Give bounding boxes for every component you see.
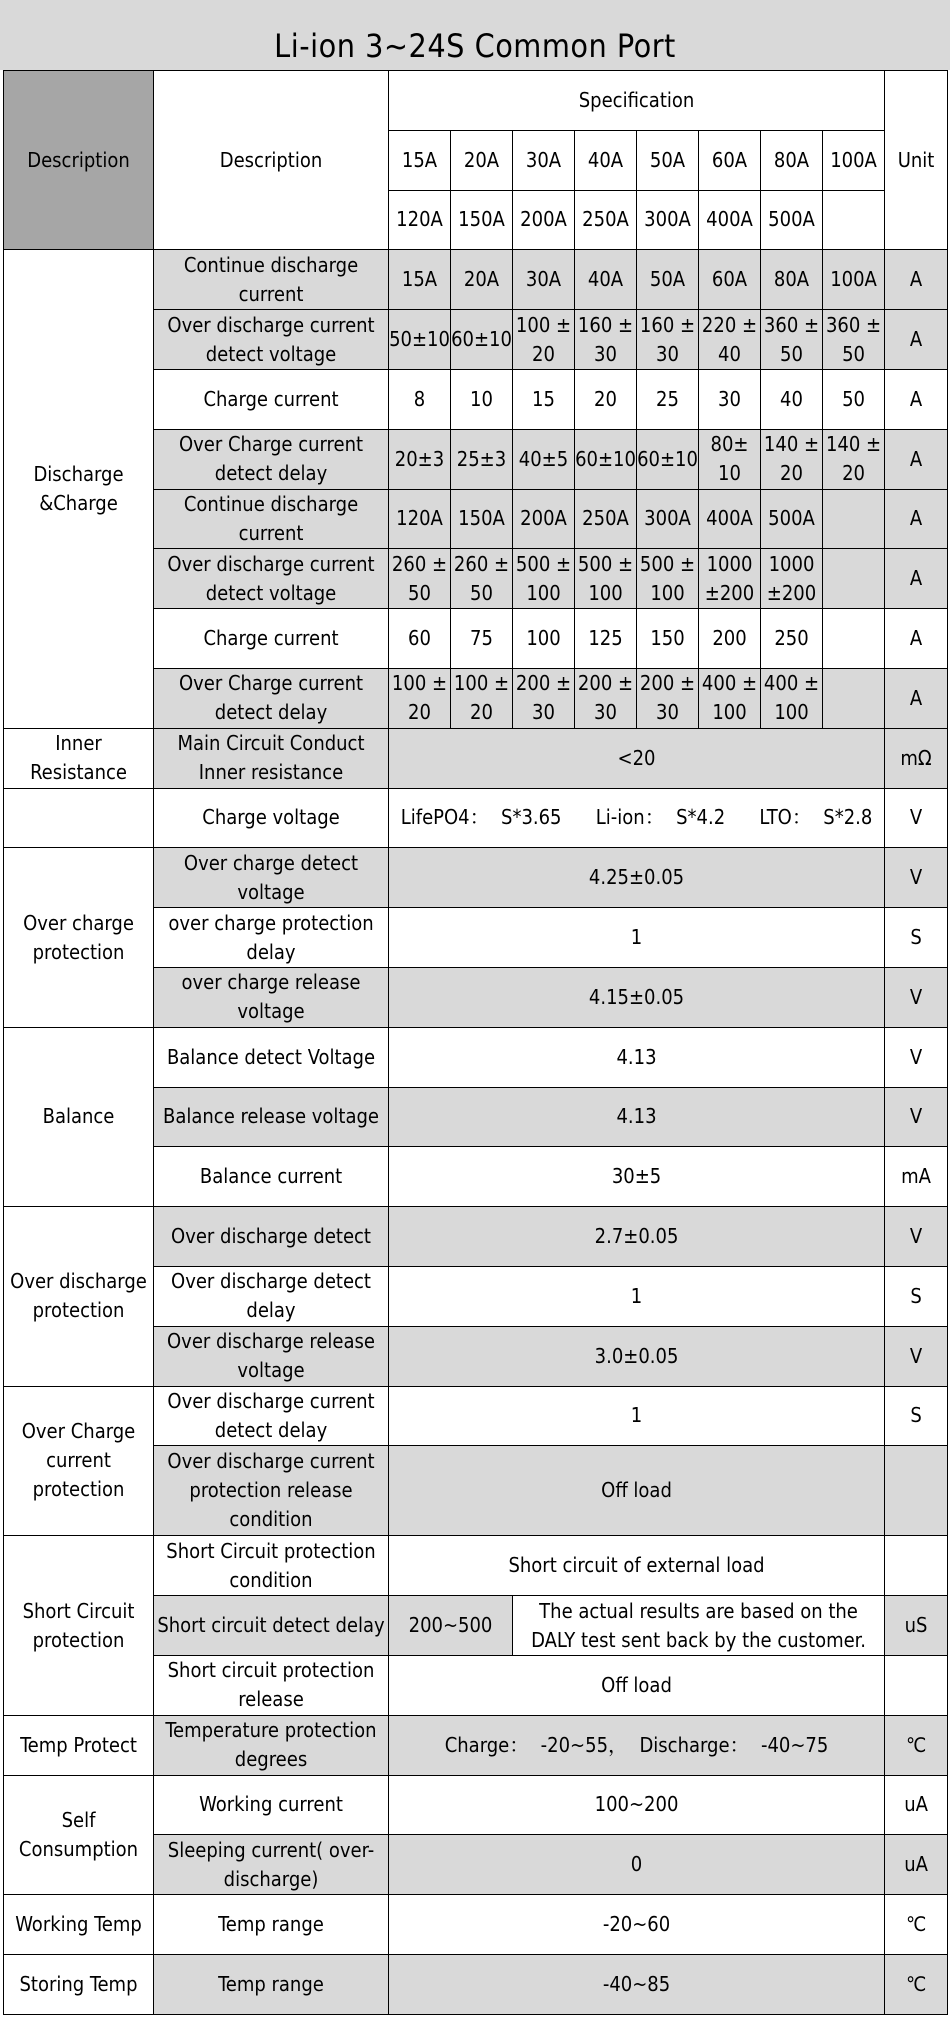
unit-value [885,1446,948,1536]
spec-value: 300A [637,489,699,549]
spec-value [823,609,885,669]
param-label: over charge protection delay [154,908,389,968]
model-label: 40A [575,130,637,190]
spec-value: 20±3 [389,429,451,489]
param-label: Balance current [154,1147,389,1207]
model-label: 200A [513,190,575,250]
unit-value: S [885,1386,948,1446]
unit-value: ℃ [885,1895,948,1955]
unit-value: V [885,1326,948,1386]
header-unit: Unit [885,71,948,250]
spec-value: 500A [761,489,823,549]
spec-value: 4.13 [389,1027,885,1087]
spec-value: 30A [513,250,575,310]
header-description-item: Description [154,71,389,250]
param-label: Short circuit detect delay [154,1596,389,1656]
model-label: 100A [823,130,885,190]
param-label: Over discharge current protection release condition [154,1446,389,1536]
model-label: 250A [575,190,637,250]
unit-value: A [885,369,948,429]
spec-value: 25 [637,369,699,429]
param-label: Charge voltage [154,788,389,848]
unit-value: A [885,429,948,489]
spec-value: 200 [699,609,761,669]
spec-value: 160 ± 30 [575,310,637,370]
unit-value: A [885,668,948,728]
unit-value: V [885,967,948,1027]
unit-value [885,1536,948,1596]
unit-value: ℃ [885,1715,948,1775]
spec-value: 500 ± 100 [637,549,699,609]
spec-value: -20~60 [389,1895,885,1955]
spec-value: 15 [513,369,575,429]
spec-value: 50 [823,369,885,429]
spec-value: 220 ± 40 [699,310,761,370]
spec-value: 200~500 [389,1596,513,1656]
unit-value: S [885,908,948,968]
param-label: Temp range [154,1954,389,2014]
spec-value: Off load [389,1446,885,1536]
unit-value: uA [885,1775,948,1835]
spec-value: 360 ± 50 [761,310,823,370]
spec-value: 40 [761,369,823,429]
group-label-empty [4,788,154,848]
unit-value: uA [885,1835,948,1895]
spec-value: 200 ± 30 [637,668,699,728]
unit-value: A [885,609,948,669]
unit-value: V [885,1207,948,1267]
model-label: 500A [761,190,823,250]
spec-value: 1 [389,908,885,968]
spec-value: 100 ± 20 [451,668,513,728]
spec-value: 160 ± 30 [637,310,699,370]
param-label: Sleeping current( over-discharge) [154,1835,389,1895]
spec-value: 100 ± 20 [513,310,575,370]
spec-value: 120A [389,489,451,549]
spec-value: 80± 10 [699,429,761,489]
spec-value: 60 [389,609,451,669]
spec-value: 3.0±0.05 [389,1326,885,1386]
spec-value: LifePO4： S*3.65 Li-ion： S*4.2 LTO： S*2.8 [389,788,885,848]
param-label: Over discharge current detect voltage [154,310,389,370]
spec-value: 75 [451,609,513,669]
spec-value: 15A [389,250,451,310]
spec-value: 500 ± 100 [575,549,637,609]
spec-value: 1000 ±200 [761,549,823,609]
group-label-temp-protect: Temp Protect [4,1715,154,1775]
spec-value: 40A [575,250,637,310]
group-label-storing-temp: Storing Temp [4,1954,154,2014]
group-label-self-consumption: Self Consumption [4,1775,154,1895]
spec-value: 40±5 [513,429,575,489]
param-label: Main Circuit Conduct Inner resistance [154,728,389,788]
param-label: Over discharge current detect voltage [154,549,389,609]
param-label: Balance detect Voltage [154,1027,389,1087]
param-label: Continue discharge current [154,250,389,310]
param-label: Over charge detect voltage [154,848,389,908]
spec-value: 400 ± 100 [761,668,823,728]
spec-value: 60±10 [637,429,699,489]
spec-value: 2.7±0.05 [389,1207,885,1267]
param-label: Over discharge current detect delay [154,1386,389,1446]
group-label-inner-resistance: Inner Resistance [4,728,154,788]
group-label-over-charge: Over charge protection [4,848,154,1027]
model-label: 120A [389,190,451,250]
header-description-group: Description [4,71,154,250]
spec-table [3,70,948,2015]
spec-value: 200 ± 30 [513,668,575,728]
spec-value: 150A [451,489,513,549]
model-label [823,190,885,250]
unit-value: A [885,489,948,549]
unit-value: V [885,788,948,848]
param-label: Over discharge detect delay [154,1266,389,1326]
model-label: 300A [637,190,699,250]
model-label: 50A [637,130,699,190]
unit-value: mA [885,1147,948,1207]
param-label: Short circuit protection release [154,1655,389,1715]
spec-value: 150 [637,609,699,669]
unit-value: A [885,310,948,370]
unit-value: ℃ [885,1954,948,2014]
spec-value [823,668,885,728]
header-specification: Specification [389,71,885,131]
spec-value: <20 [389,728,885,788]
spec-value: 4.15±0.05 [389,967,885,1027]
spec-value: 20A [451,250,513,310]
spec-value: 140 ± 20 [823,429,885,489]
unit-value: A [885,549,948,609]
param-label: Working current [154,1775,389,1835]
spec-value: 4.25±0.05 [389,848,885,908]
model-label: 30A [513,130,575,190]
spec-value: 250A [575,489,637,549]
spec-value: 1 [389,1386,885,1446]
spec-value: 60±10 [451,310,513,370]
unit-value: V [885,1087,948,1147]
param-label: Over discharge detect [154,1207,389,1267]
spec-value: Charge： -20~55， Discharge： -40~75 [389,1715,885,1775]
group-label-working-temp: Working Temp [4,1895,154,1955]
param-label: Short Circuit protection condition [154,1536,389,1596]
spec-value: 25±3 [451,429,513,489]
spec-value: 10 [451,369,513,429]
page-title: Li-ion 3~24S Common Port [0,0,950,70]
unit-value: V [885,848,948,908]
spec-value: 50A [637,250,699,310]
spec-value: 0 [389,1835,885,1895]
spec-value: 260 ± 50 [389,549,451,609]
model-label: 400A [699,190,761,250]
spec-value: 1 [389,1266,885,1326]
unit-value: S [885,1266,948,1326]
spec-value: 260 ± 50 [451,549,513,609]
spec-value: 60A [699,250,761,310]
spec-value: Short circuit of external load [389,1536,885,1596]
spec-value: 500 ± 100 [513,549,575,609]
param-label: Over Charge current detect delay [154,668,389,728]
param-label: Over discharge release voltage [154,1326,389,1386]
unit-value: uS [885,1596,948,1656]
spec-value: 80A [761,250,823,310]
group-label-over-discharge: Over discharge protection [4,1207,154,1386]
group-label-over-charge-current: Over Charge current protection [4,1386,154,1536]
spec-value: 200A [513,489,575,549]
param-label: Temp range [154,1895,389,1955]
group-label-discharge-charge: Discharge &Charge [4,250,154,728]
spec-value: 360 ± 50 [823,310,885,370]
param-label: Continue discharge current [154,489,389,549]
model-label: 80A [761,130,823,190]
group-label-short-circuit: Short Circuit protection [4,1536,154,1715]
unit-value: A [885,250,948,310]
param-label: Charge current [154,369,389,429]
spec-value: 100~200 [389,1775,885,1835]
spec-value [823,549,885,609]
spec-value: -40~85 [389,1954,885,2014]
spec-value: 30 [699,369,761,429]
spec-value: 1000 ±200 [699,549,761,609]
spec-value: 100 [513,609,575,669]
spec-value: 140 ± 20 [761,429,823,489]
spec-value [823,489,885,549]
spec-value: 50±10 [389,310,451,370]
model-label: 15A [389,130,451,190]
spec-value: 60±10 [575,429,637,489]
model-label: 150A [451,190,513,250]
spec-value: 100A [823,250,885,310]
spec-value: 400 ± 100 [699,668,761,728]
model-label: 20A [451,130,513,190]
param-label: Over Charge current detect delay [154,429,389,489]
spec-value: 30±5 [389,1147,885,1207]
param-label: Balance release voltage [154,1087,389,1147]
spec-value: 250 [761,609,823,669]
spec-note: The actual results are based on the DALY test sent back by the customer. [513,1596,885,1656]
spec-value: 100 ± 20 [389,668,451,728]
spec-value: 4.13 [389,1087,885,1147]
spec-value: 400A [699,489,761,549]
unit-value: V [885,1027,948,1087]
spec-table-wrapper [3,70,947,2015]
spec-value: Off load [389,1655,885,1715]
unit-value [885,1655,948,1715]
spec-value: 20 [575,369,637,429]
spec-value: 200 ± 30 [575,668,637,728]
group-label-balance: Balance [4,1027,154,1206]
model-label: 60A [699,130,761,190]
param-label: over charge release voltage [154,967,389,1027]
param-label: Temperature protection degrees [154,1715,389,1775]
unit-value: mΩ [885,728,948,788]
spec-value: 8 [389,369,451,429]
spec-value: 125 [575,609,637,669]
param-label: Charge current [154,609,389,669]
